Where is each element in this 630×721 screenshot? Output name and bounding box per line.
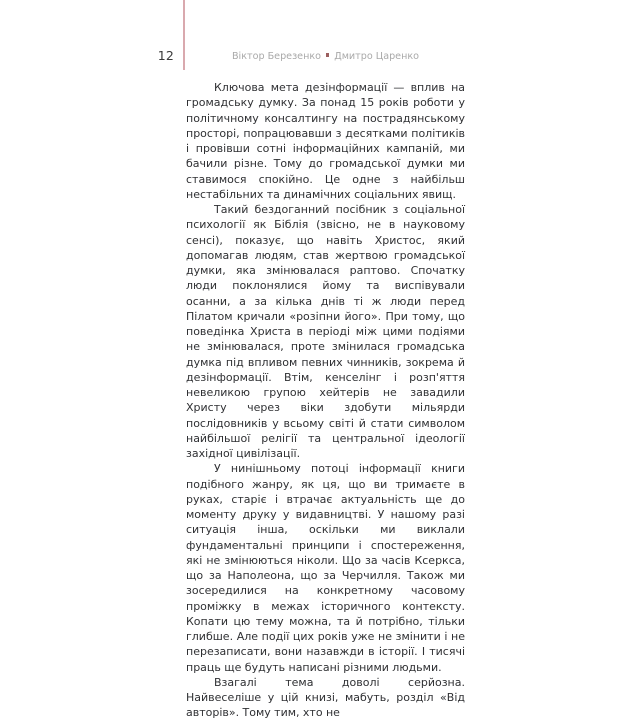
page-number: 12 — [157, 48, 174, 63]
paragraph: Ключова мета дезінформації — вплив на громадську думку. За понад 15 років роботи у політичному консалтингу на пострадянському просторі, попрацювавши з десятками політиків і провівши сотні інформаційних кампаній, ми бачили різне. Тому до громадської думки ми ставимося спокійно. Це одне з найбільш нестабільних та динамічних соціальних явищ. — [186, 81, 465, 201]
paragraph: У нинішньому потоці інформації книги подібного жанру, як ця, що ви тримаєте в руках, старіє і втрачає актуальність ще до моменту друку у видавництві. У нашому разі ситуація інша, оскільки ми виклали фундаментальні принципи і спостереження, які не змінюються ніколи. Що за часів Ксеркса, що за Наполеона, що за Черчилля. Також ми зосередилися на конкретному часовому проміжку в межах історичного контексту. Копати цю тему можна, та й потрібно, тільки глибше. Але події цих років уже не змінити і не перезаписати, вони назавжди в історії. І тисячі праць ще будуть написані різними людьми. — [186, 462, 465, 674]
paragraph: Взагалі тема доволі серйозна. Найвеселіше у цій книзі, мабуть, розділ «Від авторів». Тому тим, хто не — [186, 675, 465, 720]
body-text-block — [186, 80, 465, 721]
paragraph: Такий бездоганний посібник з соціальної психології як Біблія (звісно, не в науковому сенсі), показує, що навіть Христос, який допомагав людям, став жертвою громадської думки, яка змінювалася раптово. Спочатку люди поклонялися йому та виспівували осанни, а за кілька днів ті ж люди перед Пілатом кричали «розіпни його». При тому, що поведінка Христа в періоді між цими подіями не змінювалася, проте змінилася громадська думка під впливом певних чинників, зокрема й дезінформації. Втім, кенселінг і розп'яття невеликою групою хейтерів не завадили Христу через віки здобути мільярди послідовників у всьому світі й стати символом найбільшої релігії та центральної ідеології західної цивілізації. — [186, 203, 465, 460]
running-head — [186, 50, 465, 64]
page-header — [0, 0, 630, 72]
running-head-author-right: Дмитро Царенко — [334, 51, 420, 62]
running-head-author-left: Віктор Березенко — [231, 51, 322, 62]
folio-vertical-rule — [183, 0, 185, 70]
bullet-square-icon — [326, 53, 329, 56]
